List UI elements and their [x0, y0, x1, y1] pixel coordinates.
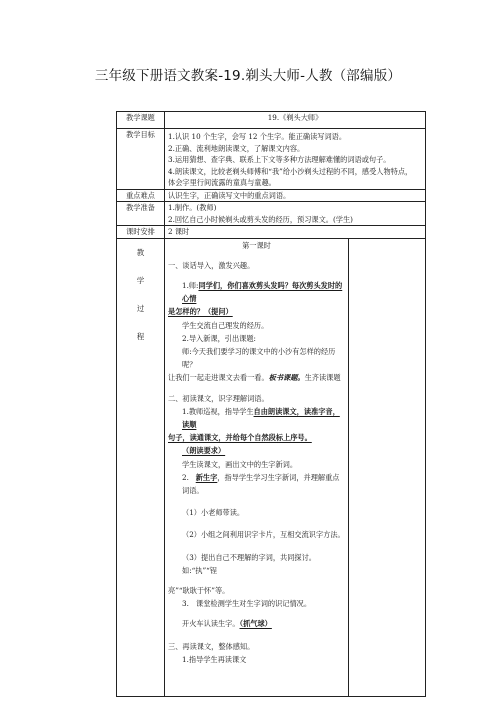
goal-item: 1.认识 10 个生字，会写 12 个生字。能正确读写词语。 [168, 132, 347, 141]
process-step: 3. 课堂检测学生对生字词的识记情况。 [182, 599, 312, 609]
goal-item: 3.运用猜想、查字典、联系上下文等多种方法理解难懂的词语或句子。 [168, 155, 391, 164]
process-label-char: 学 [136, 275, 145, 285]
row-preparation [117, 202, 426, 226]
goal-item: 2.正确、流利地朗读课文，了解课文内容。 [168, 143, 305, 153]
process-step: 2.导入新课，引出课题: [182, 333, 256, 343]
process-step: 师:今天我们要学习的课文中的小沙有怎样的经历呢？ [182, 346, 336, 370]
key-points-label: 重点难点 [117, 189, 165, 202]
process-step: 1.教师巡视，指导学生自由朗读课文，读准字音，读顺 [182, 406, 340, 429]
row-goals [117, 129, 426, 190]
document-title: 三年级下册语文教案-19.剃头大师-人教（部编版） [94, 68, 402, 84]
sub-step: （1）小老师带读。 [182, 508, 245, 518]
section-heading: 一、谈话导入，激发兴趣。 [168, 260, 255, 270]
row-schedule [117, 226, 426, 239]
section-heading: 二、初读课文，识字理解词语。 [168, 393, 269, 403]
row-process [117, 238, 426, 696]
section-heading: 三、再读课文，整体感知。 [168, 641, 255, 651]
goal-item: 4.朗读课文，比较老剃头师傅和“我”给小沙剃头过程的不同，感受人物特点， [168, 166, 413, 176]
key-points-value: 认识生字，正确读写文中的重点词语。 [165, 189, 426, 202]
row-topic [117, 112, 426, 129]
process-label-char: 程 [136, 331, 145, 341]
schedule-label: 课时安排 [117, 226, 165, 239]
lesson-header: 第一课时 [242, 240, 271, 250]
lesson-plan-table [116, 111, 426, 697]
sub-step: （3）提出自己不理解的字词，共同探讨。如:“执”“锃 [182, 552, 316, 575]
schedule-value: 2 课时 [165, 226, 426, 239]
process-step: 1.指导学生再读课文 [182, 654, 247, 664]
row-key-points [117, 189, 426, 202]
prep-item: 2.回忆自己小时候剃头或剪头发的经历，预习课文。(学生) [168, 214, 353, 224]
teacher-question-cont: 是怎样的？（提问） [168, 307, 233, 317]
process-step: 2. 新生字，指导学生学习生字新词，并理解重点词语。 [182, 472, 340, 495]
process-step: 开火车认读生字。（抓气球） [182, 619, 272, 629]
goals-label: 教学目标 [117, 129, 165, 190]
preparation-cell [165, 202, 426, 226]
goal-item: 体会字里行间流露的童真与童趣。 [168, 178, 276, 187]
topic-value: 19.《剃头大师》 [165, 112, 426, 129]
process-label-char: 教 [136, 247, 145, 257]
process-step: 学生交流自己理发的经历。 [182, 320, 269, 330]
process-label-char: 过 [136, 303, 145, 313]
process-step-cont: 句子，读通课文，并给每个自然段标上序号。 [168, 433, 312, 443]
process-content [165, 238, 349, 696]
teacher-question: 1.师:同学们，你们喜欢剪头发吗？每次剪头发时的心情 [182, 280, 343, 304]
goals-cell [165, 129, 426, 190]
prep-item: 1.制作。(教师) [168, 203, 217, 212]
sub-step-cont: 亮”“耿耿于怀”等。 [168, 585, 230, 595]
sub-step: （2）小组之间利用识字卡片，互相交流识字方法。 [182, 530, 345, 540]
process-step-cont: （朗读要求） [182, 446, 226, 456]
topic-label: 教学课题 [117, 112, 165, 129]
process-step: 让我们一起走进课文去看一看。板书课题。生齐读课题 [168, 373, 341, 383]
process-step: 学生读课文，画出文中的生字新词。 [182, 459, 298, 469]
process-label [117, 238, 165, 696]
preparation-label: 教学准备 [117, 202, 165, 226]
notes-column [349, 238, 426, 696]
